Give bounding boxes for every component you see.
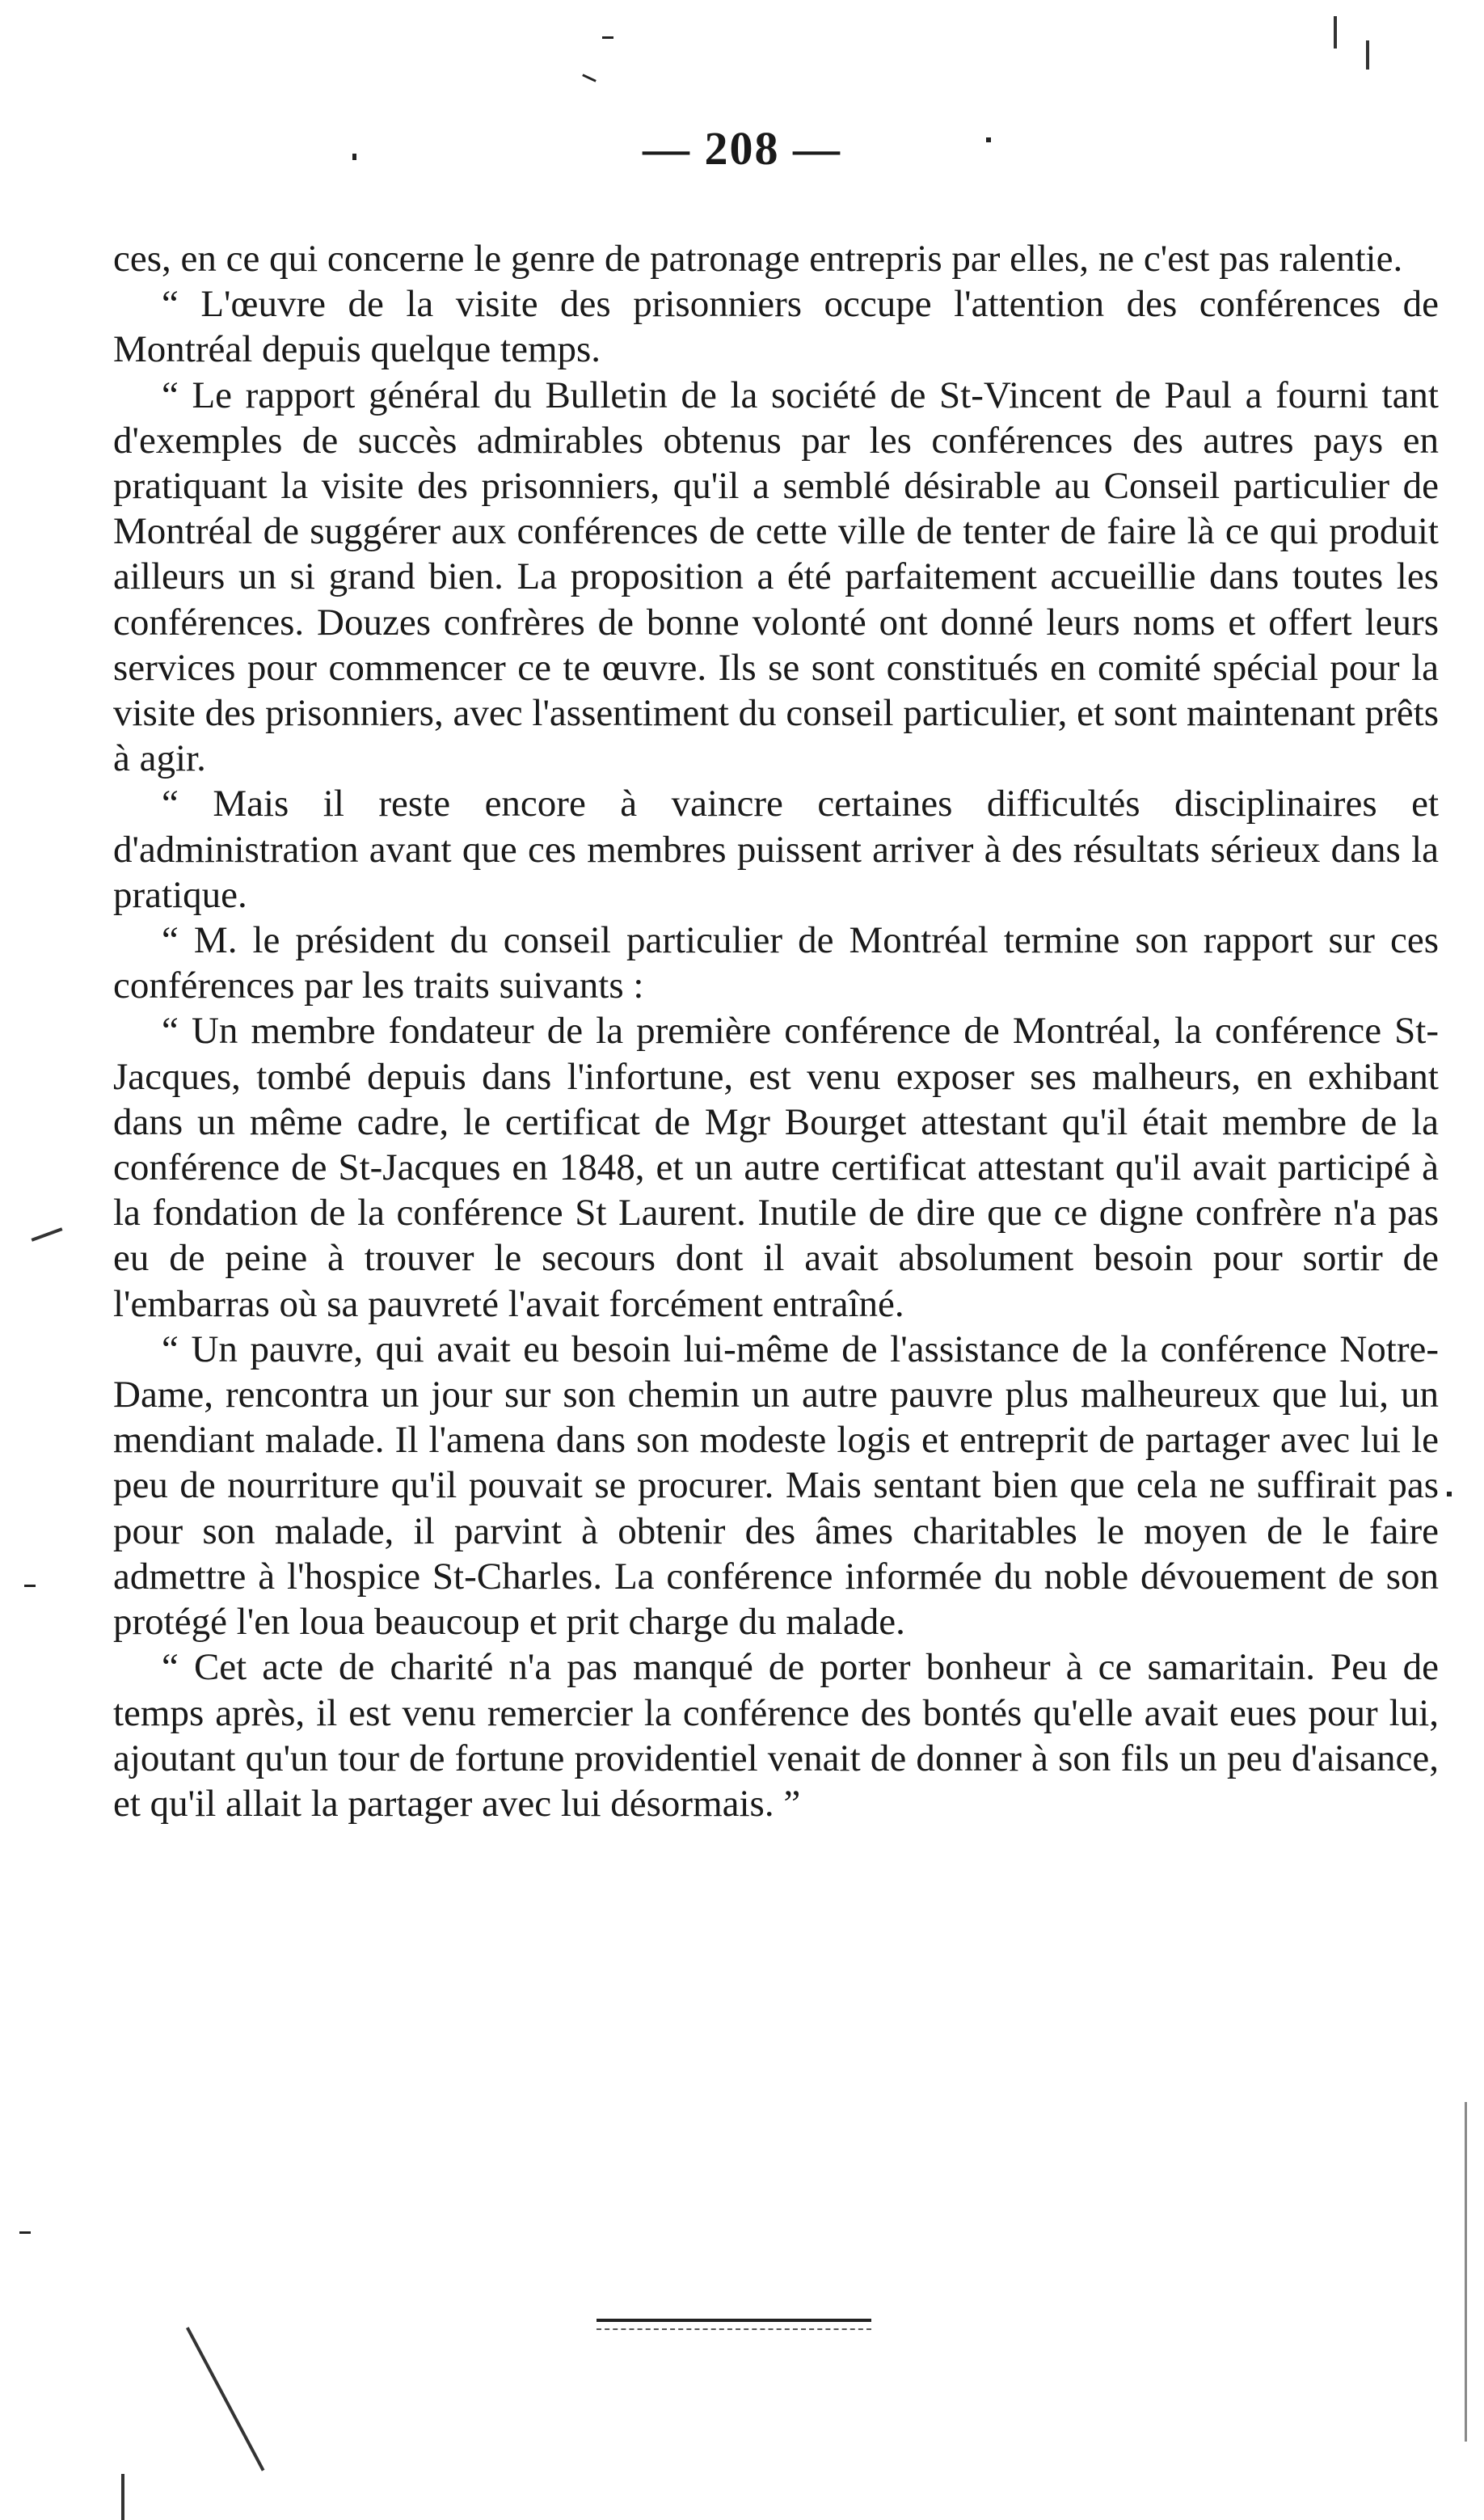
scan-mark-top-right-2 bbox=[1366, 40, 1369, 70]
scan-speck-6 bbox=[24, 1585, 36, 1587]
scan-speck-1 bbox=[602, 36, 613, 39]
end-rule bbox=[597, 2319, 871, 2322]
scan-speck-3 bbox=[352, 154, 356, 160]
paragraph-5: “ M. le président du conseil particulier de Montréal termine son rapport sur ces conférences par les traits suivants : bbox=[113, 919, 1439, 1007]
scan-mark-left-dash bbox=[32, 1227, 63, 1241]
scan-speck-8 bbox=[1465, 2102, 1467, 2442]
body-text bbox=[113, 236, 1439, 1826]
paragraph-4: “ Mais il reste encore à vaincre certaines difficultés disciplinaires et d'administration avant que ces membres puissent arriver à des résultats sérieux dans la pratique. bbox=[113, 783, 1439, 916]
scan-speck-5 bbox=[1447, 1492, 1452, 1496]
scan-speck-7 bbox=[19, 2231, 31, 2234]
scan-mark-bottom-left-1 bbox=[186, 2327, 264, 2471]
paragraph-6: “ Un membre fondateur de la première conférence de Montréal, la conférence St-Jacques, tombé depuis dans l'infortune, est venu exposer ses malheurs, en exhibant dans un même cadre, le certificat de Mgr Bourget attestant qu'il était membre de la conférence de St-Jacques en 1848, et un autre certificat attestant qu'il avait participé à la fondation de la conférence St Laurent. Inutile de dire que ce digne confrère n'a pas eu de peine à trouver le secours dont il avait absolument besoin pour sortir de l'embarras où sa pauvreté l'avait forcément entraîné. bbox=[113, 1010, 1439, 1325]
scan-speck-4 bbox=[986, 137, 991, 142]
paragraph-8: “ Cet acte de charité n'a pas manqué de porter bonheur à ce samaritain. Peu de temps après, il est venu remercier la conférence des bontés qu'elle avait eues pour lui, ajoutant qu'un tour de fortune providentiel venait de donner à son fils un peu d'aisance, et qu'il allait la partager avec lui désormais. ” bbox=[113, 1646, 1439, 1825]
end-rule-dashed bbox=[597, 2328, 871, 2330]
page-number: — 208 — bbox=[643, 122, 841, 175]
scan-speck-2 bbox=[582, 74, 597, 82]
paragraph-2: “ L'œuvre de la visite des prisonniers occupe l'attention des conférences de Montréal depuis quelque temps. bbox=[113, 283, 1439, 371]
scan-mark-top-right-1 bbox=[1334, 16, 1337, 49]
scan-mark-bottom-left-2 bbox=[121, 2474, 124, 2520]
paragraph-7: “ Un pauvre, qui avait eu besoin lui-même de l'assistance de la conférence Notre-Dame, rencontra un jour sur son chemin un autre pauvre plus malheureux que lui, un mendiant malade. Il l'amena dans son modeste logis et entreprit de partager avec lui le peu de nourriture qu'il pouvait se procurer. Mais sentant bien que cela ne suffirait pas pour son malade, il parvint à obtenir des âmes charitables le moyen de le faire admettre à l'hospice St-Charles. La conférence informée du noble dévouement de son protégé l'en loua beaucoup et prit charge du malade. bbox=[113, 1328, 1439, 1644]
paragraph-3: “ Le rapport général du Bulletin de la société de St-Vincent de Paul a fourni tant d'exemples de succès admirables obtenus par les conférences des autres pays en pratiquant la visite des prisonniers, qu'il a semblé désirable au Conseil particulier de Montréal de suggérer aux conférences de cette ville de tenter de faire là ce qui produit ailleurs un si grand bien. La proposition a été parfaitement accueillie dans toutes les conférences. Douzes confrères de bonne volonté ont donné leurs noms et offert leurs services pour commencer ce te œuvre. Ils se sont constitués en comité spécial pour la visite des prisonniers, avec l'assentiment du conseil particulier, et sont maintenant prêts à agir. bbox=[113, 374, 1439, 780]
paragraph-1: ces, en ce qui concerne le genre de patronage entrepris par elles, ne c'est pas ralentie. bbox=[113, 238, 1403, 280]
